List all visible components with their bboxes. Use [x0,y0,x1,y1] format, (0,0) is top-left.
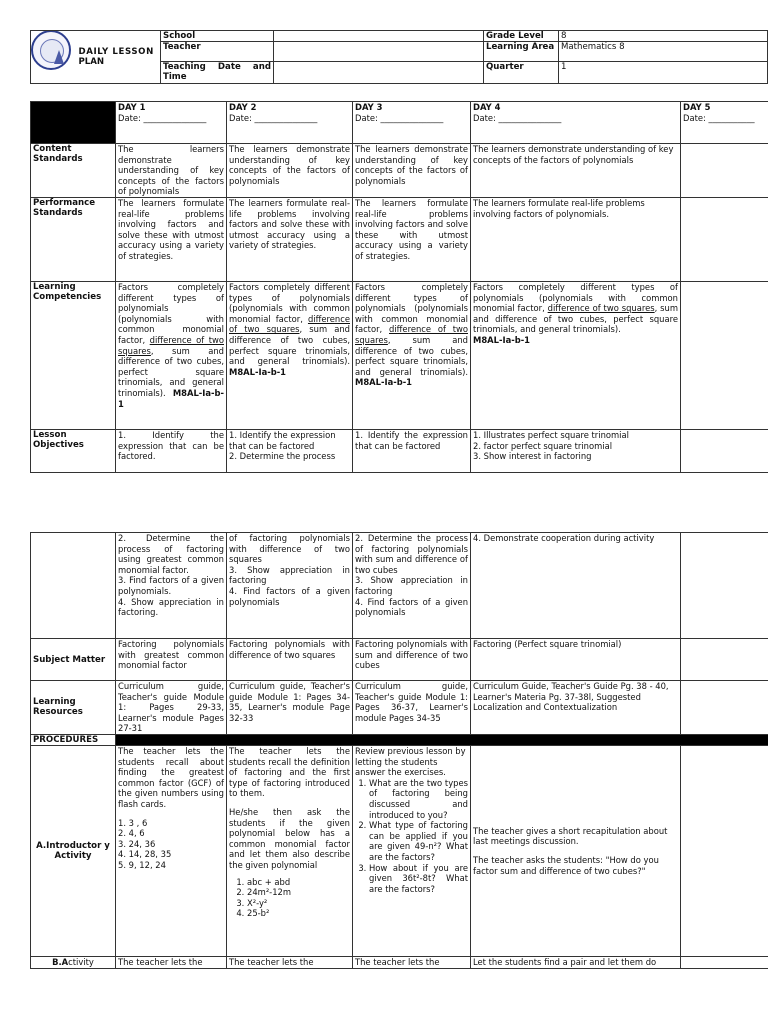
introductory-activity-day4 [471,745,681,956]
day5-title: DAY 5 [683,102,711,112]
introductory-activity-day1 [116,745,227,956]
introductory-activity-day5 [681,745,768,956]
doc-title [77,31,161,84]
day3-date[interactable]: Date: _______________ [355,112,444,123]
competency-day4-text-a: Factors completely different types of polynomials (polynomials with common monomial factor, [473,281,678,314]
competency-day3-code: M8AL-Ia-b-1 [355,377,412,388]
performance-standards-day4: The learners formulate real-life problems involving factors of polynomials. [471,197,681,281]
day5-date[interactable]: Date: ___________ [683,112,755,123]
subject-matter-day1: Factoring polynomials with greatest common monomial factor [116,639,227,681]
day4-title: DAY 4 [473,102,501,112]
intro-day1-item1: 1. 3 , 6 [118,817,148,828]
logo-cell [31,31,77,84]
intro-day3-text: Review previous lesson by letting the students answer the exercises. [355,745,466,778]
lesson-objectives-day1: 1. Identify the expression that can be factored. [116,429,227,472]
objective-day4-item3: 3. Show interest in factoring [473,451,592,462]
intro-day4-p2: The teacher asks the students: "How do you factor sum and difference of two cubes?" [473,854,659,876]
competency-day3-underlined: difference of two squares [355,324,468,345]
day2-date[interactable]: Date: _______________ [229,112,318,123]
day1-header [116,102,227,144]
objective-day2-item2: 2. Determine the process [229,451,336,462]
doc-title-line1: DAILY LESSON [78,47,154,57]
objective-cont-day2-line1: of factoring polynomials with difference of two squares [229,533,350,565]
intro-day1-item4: 4. 14, 28, 35 [118,849,172,860]
grade-label: Grade Level [484,31,559,42]
activity-label [31,956,116,968]
subject-matter-day5 [681,639,768,681]
competency-day4-text-b: , sum and difference of two cubes, perfect square trinomials, and general trinomials). [473,303,678,335]
procedures-label: PROCEDURES [31,734,116,745]
intro-label-letter: A. [36,840,47,851]
intro-day2-item2: 2. 24m²-12m [247,887,350,898]
quarter-label: Quarter [484,62,559,84]
learning-competencies-label: Learning Competencies [31,281,116,429]
competency-day4-underlined: difference of two squares [547,303,655,314]
content-standards-day4: The learners demonstrate understanding of key concepts of the factors of polynomials [471,144,681,198]
objective-cont-day2-item3: 3. Show appreciation in factoring [229,564,350,586]
procedures-bar [116,734,768,745]
subject-matter-day2: Factoring polynomials with difference of two squares [227,639,353,681]
intro-day1-item5: 5. 9, 12, 24 [118,859,166,870]
intro-day2-list [229,877,350,919]
objective-cont-day1-item2: 2. Determine the process of factoring using greatest common monomial factor. [118,533,224,575]
activity-day5 [681,956,768,968]
intro-label-text: Introductor y Activity [46,840,110,861]
learning-competencies-day3 [353,281,471,429]
objective-cont-day3-item2: 2. Determine the process of factoring polynomials with sum and difference of two cubes [355,533,468,575]
content-standards-day3: The learners demonstrate understanding of key concepts of the factors of polynomials [353,144,471,198]
competency-day2-underlined: difference of two squares [229,313,350,335]
intro-day3-item3: 3. How about if you are given 36t²-8t? What are the factors? [369,863,468,895]
intro-day2-text1: The teacher lets the students recall the definition of factoring and the first type of factoring introduced to them. [229,745,350,799]
learning-resources-label: Learning Resources [31,681,116,735]
competency-day1-underlined: difference of two squares [118,334,224,356]
school-label: School [161,31,274,42]
lesson-objectives-day3: 1. Identify the expression that can be factored [353,429,471,472]
competency-day3-text-a: Factors completely different types of polynomials (polynomials with common monomial factor, [355,281,468,335]
day1-date[interactable]: Date: _______________ [118,112,207,123]
teacher-label: Teacher [161,42,274,62]
competency-day2-text-a: Factors completely different types of polynomials (polynomials with common monomial factor, [229,281,350,324]
lesson-plan-table-page1 [30,101,768,473]
objectives-cont-day2 [227,533,353,639]
activity-day2: The teacher lets the [227,956,353,968]
content-standards-day2: The learners demonstrate understanding of key concepts of the factors of polynomials [227,144,353,198]
learning-resources-day1: Curriculum guide, Teacher's guide Module 1: Pages 29-33, Learner's module Pages 27-31 [116,681,227,735]
intro-day4-p1: The teacher gives a short recapitulation about last meetings discussion. [473,825,668,847]
competency-day2-code: M8AL-Ia-b-1 [229,366,286,377]
learning-competencies-day1 [116,281,227,429]
objectives-cont-day5 [681,533,768,639]
school-value[interactable] [274,31,484,42]
content-standards-day1: The learners demonstrate understanding of key concepts of the factors of polynomials [116,144,227,198]
lesson-objectives-day2 [227,429,353,472]
learning-competencies-day4 [471,281,681,429]
activity-label-letter: B.A [52,956,69,967]
objectives-cont-day3 [353,533,471,639]
intro-day1-item3: 3. 24, 36 [118,838,156,849]
lesson-objectives-label: Lesson Objectives [31,429,116,472]
competency-day4-code: M8AL-Ia-b-1 [473,334,530,345]
lesson-plan-table-page2 [30,532,768,969]
content-standards-day5 [681,144,768,198]
objective-day4-item2: 2. factor perfect square trinomial [473,440,613,451]
day3-header [353,102,471,144]
learning-resources-day5 [681,681,768,735]
intro-day2-item3: 3. X²-y² [247,898,350,909]
learning-resources-day4: Curriculum Guide, Teacher's Guide Pg. 38 - 40, Learner's Materia Pg. 37-38l, Suggested Localization and Contextualization [471,681,681,735]
intro-day1-item2: 2. 4, 6 [118,828,145,839]
learning-competencies-day5 [681,281,768,429]
corner-black-cell [31,102,116,144]
learning-competencies-day2 [227,281,353,429]
day5-header [681,102,768,144]
intro-day3-item2: 2. What type of factoring can be applied if you are given 49-n²? What are the factors? [369,820,468,862]
activity-day4: Let the students find a pair and let them do [471,956,681,968]
intro-day2-item1: 1. abc + abd [247,877,350,888]
introductory-activity-label [31,745,116,956]
competency-day1-code: M8AL-Ia-b-1 [118,387,224,409]
content-standards-label: Content Standards [31,144,116,198]
introductory-activity-day2 [227,745,353,956]
area-value[interactable]: Mathematics 8 [559,42,768,62]
performance-standards-day5 [681,197,768,281]
intro-day2-text2: He/she then ask the students if the given polynomial below has a common monomial factor and let them also describe the given polynomial [229,806,350,870]
intro-day3-list [355,778,468,895]
objectives-cont-label [31,533,116,639]
day1-title: DAY 1 [118,102,146,112]
intro-day2-item4: 4. 25-b² [247,908,350,919]
competency-day1-text-b: , sum and difference of two cubes, perfect square trinomials, and general trinomials). [118,345,224,398]
teacher-value[interactable] [274,42,484,62]
objective-day2-item1: 1. Identify the expression that can be factored [229,429,336,451]
performance-standards-label: Performance Standards [31,197,116,281]
objective-cont-day1-item3: 3. Find factors of a given polynomials. [118,575,224,596]
date-label: Teaching Date and Time [161,62,274,84]
grade-value[interactable]: 8 [559,31,768,42]
objective-day4-item1: 1. Illustrates perfect square trinomial [473,429,629,440]
competency-day2-text-b: , sum and difference of two cubes, perfect square trinomials, and general trinomials). [229,324,350,367]
performance-standards-day3: The learners formulate real-life problems involving factors and solve these with utmost accuracy using a variety of strategies. [353,197,471,281]
intro-day1-text: The teacher lets the students recall about finding the greatest common factor (GCF) of the given numbers using flash cards. [118,745,224,809]
date-value[interactable] [274,62,484,84]
area-label: Learning Area [484,42,559,62]
performance-standards-day2: The learners formulate real-life problems involving factors and solve these with utmost accuracy using a variety of strategies. [227,197,353,281]
objective-cont-day3-item4: 4. Find factors of a given polynomials [355,596,468,618]
competency-day3-text-b: , sum and difference of two cubes, perfect square trinomials, and general trinomials). [355,334,468,377]
doc-title-line2: PLAN [78,57,105,67]
day4-header [471,102,681,144]
introductory-activity-day3 [353,745,471,956]
day4-date[interactable]: Date: _______________ [473,112,562,123]
subject-matter-day3: Factoring polynomials with sum and difference of two cubes [353,639,471,681]
day2-header [227,102,353,144]
objective-cont-day3-item3: 3. Show appreciation in factoring [355,575,468,596]
subject-matter-day4: Factoring (Perfect square trinomial) [471,639,681,681]
competency-day1-text-a: Factors completely different types of polynomials (polynomials with common monomial factor, [118,281,224,345]
objectives-cont-day1 [116,533,227,639]
intro-day3-item1: 1. What are the two types of factoring being discussed and introduced to you? [369,778,468,820]
learning-resources-day2: Curriculum guide, Teacher's guide Module 1: Pages 34-35, Learner's module Page 32-33 [227,681,353,735]
lesson-objectives-day4 [471,429,681,472]
subject-matter-label: Subject Matter [31,639,116,681]
activity-label-text: ctivity [68,956,94,967]
objectives-cont-day4: 4. Demonstrate cooperation during activity [471,533,681,639]
quarter-value[interactable]: 1 [559,62,768,84]
lesson-objectives-day5 [681,429,768,472]
activity-day1: The teacher lets the [116,956,227,968]
activity-day3: The teacher lets the [353,956,471,968]
day3-title: DAY 3 [355,102,383,112]
performance-standards-day1: The learners formulate real-life problems involving factors and solve these with utmost accuracy using a variety of strategies. [116,197,227,281]
objective-cont-day1-item4: 4. Show appreciation in factoring. [118,596,224,618]
header-table [30,30,768,84]
learning-resources-day3: Curriculum guide, Teacher's guide Module 1: Pages 36-37, Learner's module Pages 34-35 [353,681,471,735]
day2-title: DAY 2 [229,102,257,112]
objective-cont-day2-item4: 4. Find factors of a given polynomials [229,585,350,607]
